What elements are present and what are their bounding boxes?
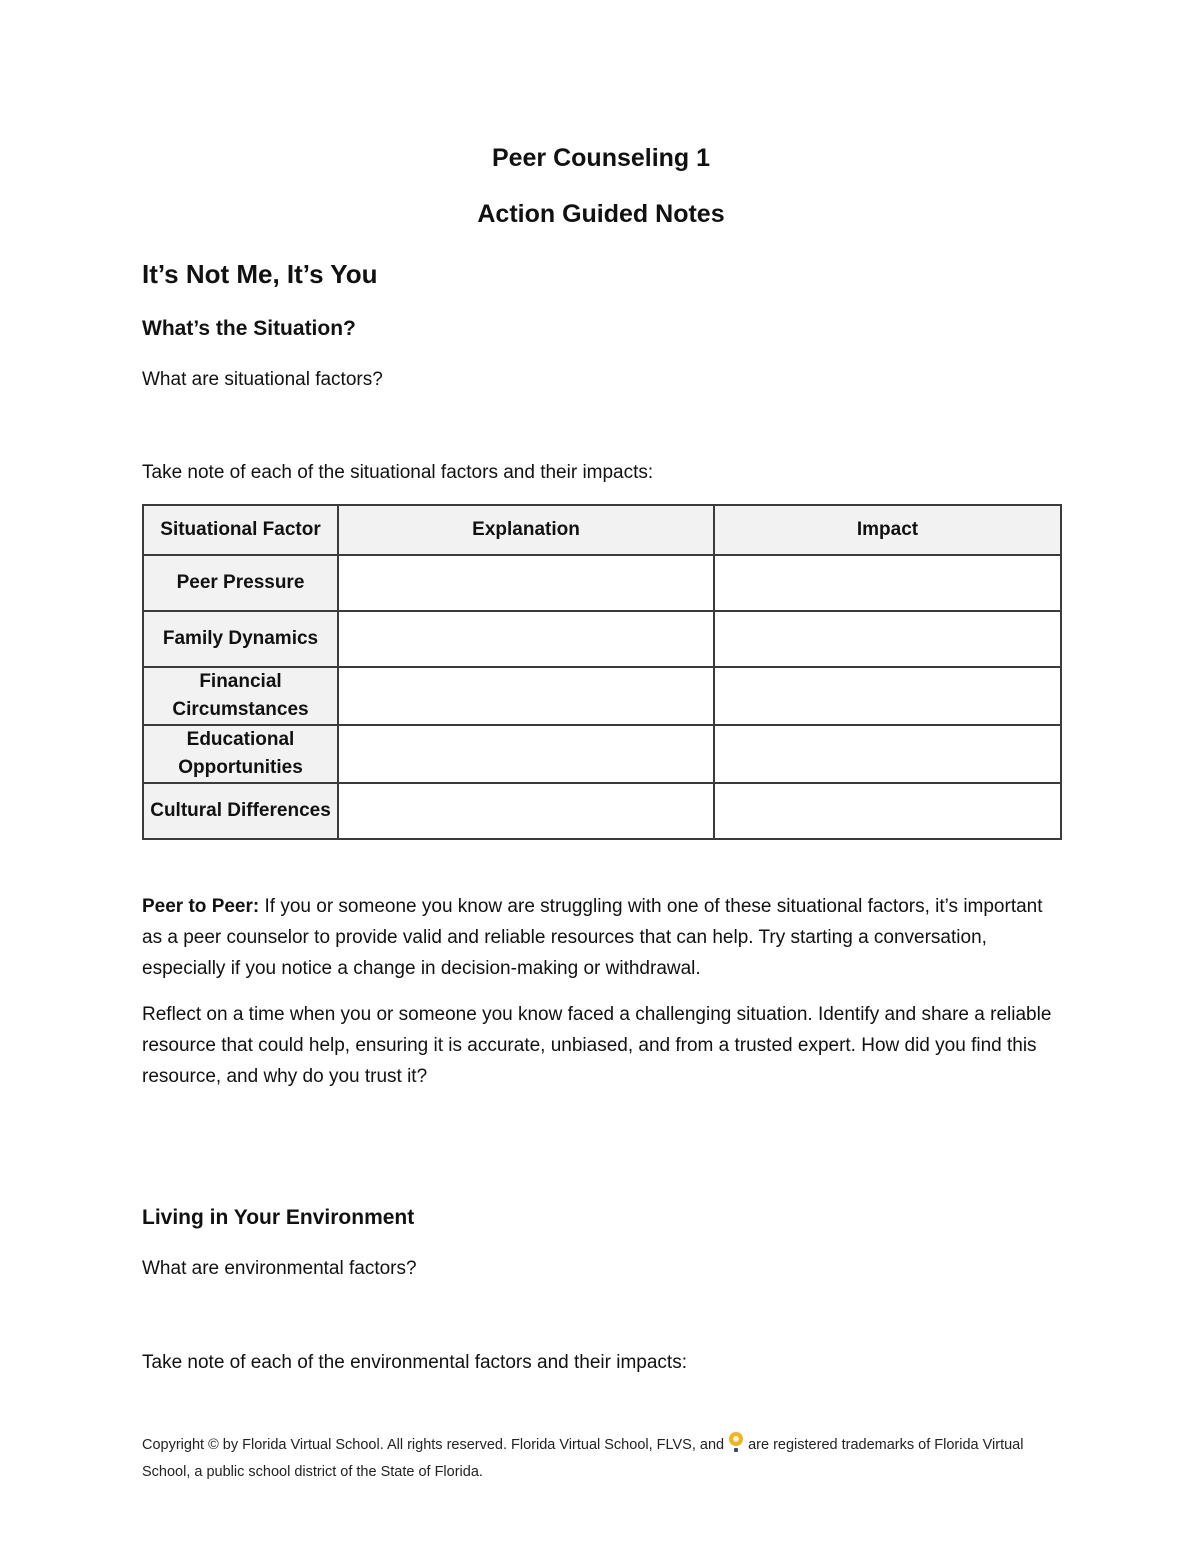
table-row <box>143 725 1061 783</box>
factor-cell: Peer Pressure <box>143 555 338 611</box>
environment-subheading: Living in Your Environment <box>142 1206 415 1229</box>
explanation-cell[interactable] <box>338 667 714 725</box>
reflect-paragraph: Reflect on a time when you or someone you know faced a challenging situation. Identify and share a reliable resource that could help, ensuring it is accurate, unbiased, and from a trusted expert. How did you find this resource, and why do you trust it? <box>142 1004 1052 1087</box>
environmental-question: What are environmental factors? <box>142 1258 417 1279</box>
factor-cell: Cultural Differences <box>143 783 338 839</box>
factor-cell: Financial Circumstances <box>143 667 338 725</box>
section-heading: It’s Not Me, It’s You <box>142 259 378 289</box>
table-row <box>143 611 1061 667</box>
flvs-logo-icon <box>728 1432 744 1452</box>
explanation-cell[interactable] <box>338 555 714 611</box>
explanation-cell[interactable] <box>338 611 714 667</box>
impact-cell[interactable] <box>714 667 1061 725</box>
table-row <box>143 555 1061 611</box>
table-row <box>143 783 1061 839</box>
footer-text-after-logo: are registered trademarks of Florida Virtual School, a public school district of the State of Florida. <box>142 1437 1024 1480</box>
document-subtitle: Action Guided Notes <box>477 200 725 228</box>
peer-to-peer-label: Peer to Peer: <box>142 896 260 917</box>
footer-text-before-logo: Copyright © by Florida Virtual School. All rights reserved. Florida Virtual School, FLVS, and <box>142 1437 725 1453</box>
factor-cell: Family Dynamics <box>143 611 338 667</box>
table-row <box>143 667 1061 725</box>
peer-to-peer-paragraph <box>142 891 1060 984</box>
impact-cell[interactable] <box>714 783 1061 839</box>
table-header-row <box>143 505 1061 555</box>
factor-cell: Educational Opportunities <box>143 725 338 783</box>
explanation-cell[interactable] <box>338 783 714 839</box>
section-subheading: What’s the Situation? <box>142 317 356 340</box>
column-header: Impact <box>714 505 1061 555</box>
impact-cell[interactable] <box>714 725 1061 783</box>
impact-cell[interactable] <box>714 611 1061 667</box>
copyright-footer <box>142 1432 1042 1486</box>
document-title: Peer Counseling 1 <box>491 144 711 172</box>
situational-factors-table <box>142 504 1062 840</box>
explanation-cell[interactable] <box>338 725 714 783</box>
situational-question: What are situational factors? <box>142 369 383 390</box>
peer-to-peer-text: If you or someone you know are struggling with one of these situational factors, it’s important as a peer counselor to provide valid and reliable resources that can help. Try starting a conversation, especially if you notice a change in decision-making or withdrawal. <box>142 896 1043 979</box>
impact-cell[interactable] <box>714 555 1061 611</box>
environment-table-intro: Take note of each of the environmental factors and their impacts: <box>142 1352 687 1373</box>
column-header: Situational Factor <box>143 505 338 555</box>
column-header: Explanation <box>338 505 714 555</box>
table-intro: Take note of each of the situational factors and their impacts: <box>142 462 654 483</box>
